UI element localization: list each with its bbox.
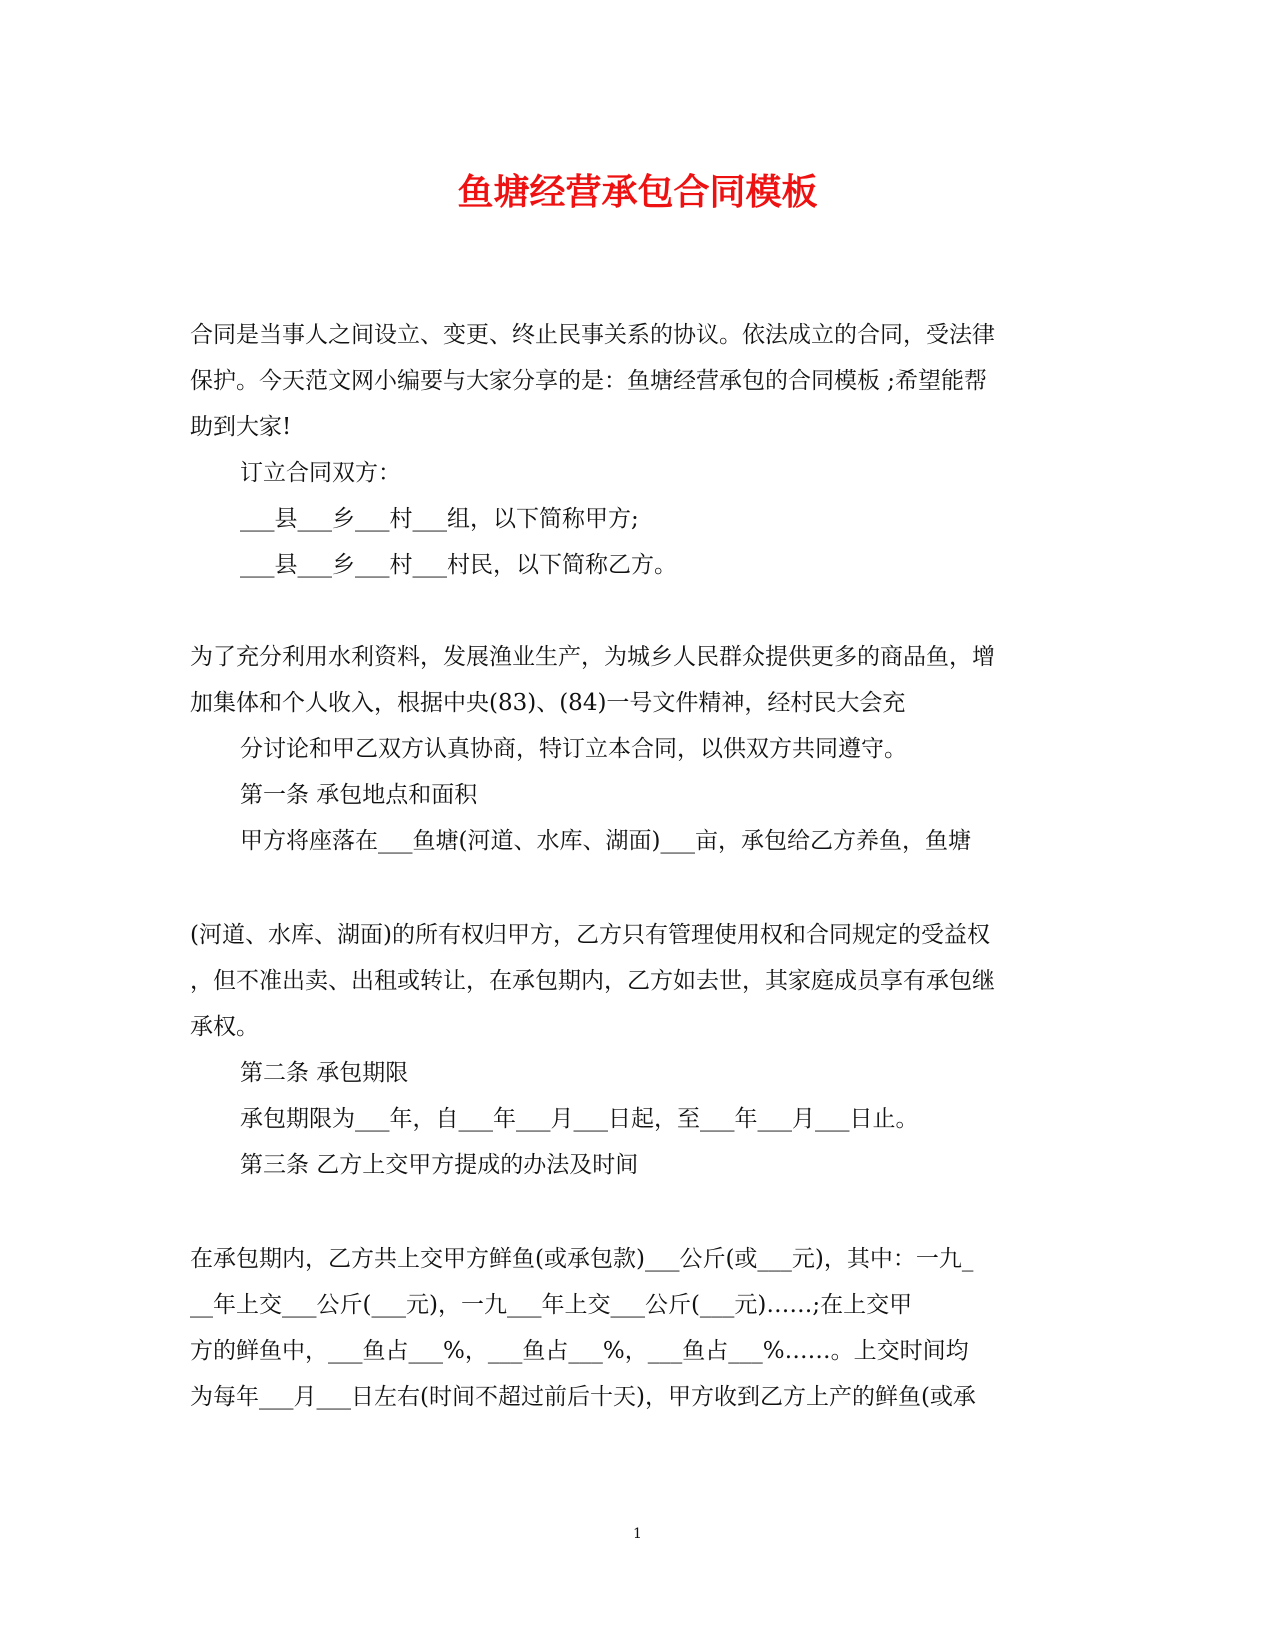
intro-line-2: 保护。今天范文网小编要与大家分享的是：鱼塘经营承包的合同模板 ;希望能帮: [190, 368, 988, 394]
purpose-line-2: 加集体和个人收入，根据中央(83)、(84)一号文件精神，经村民大会充: [190, 690, 906, 716]
parties-heading: 订立合同双方：: [240, 460, 401, 486]
article-1-line-1: 甲方将座落在___鱼塘(河道、水库、湖面)___亩，承包给乙方养鱼，鱼塘: [240, 828, 971, 854]
purpose-line-1: 为了充分利用水利资料，发展渔业生产，为城乡人民群众提供更多的商品鱼，增: [190, 644, 995, 670]
article-3-heading: 第三条 乙方上交甲方提成的办法及时间: [240, 1152, 639, 1178]
purpose-line-3: 分讨论和甲乙双方认真协商，特订立本合同，以供双方共同遵守。: [240, 736, 907, 762]
intro-line-3: 助到大家!: [190, 414, 292, 440]
article-2-line-1: 承包期限为___年，自___年___月___日起，至___年___月___日止。: [240, 1106, 919, 1132]
article-3-line-1: 在承包期内，乙方共上交甲方鲜鱼(或承包款)___公斤(或___元)，其中：一九_: [190, 1246, 974, 1272]
article-1-line-2: (河道、水库、湖面)的所有权归甲方，乙方只有管理使用权和合同规定的受益权: [190, 922, 990, 948]
article-1-line-4: 承权。: [190, 1014, 259, 1040]
intro-line-1: 合同是当事人之间设立、变更、终止民事关系的协议。依法成立的合同，受法律: [190, 322, 995, 348]
article-3-line-4: 为每年___月___日左右(时间不超过前后十天)，甲方收到乙方上产的鲜鱼(或承: [190, 1384, 976, 1410]
article-3-line-2: __年上交___公斤(___元)，一九___年上交___公斤(___元)……;在上交甲: [190, 1292, 913, 1318]
page-number: 1: [633, 1526, 642, 1542]
article-3-line-3: 方的鲜鱼中，___鱼占___%，___鱼占___%，___鱼占___%……。上交时间均: [190, 1338, 969, 1364]
party-a-line: ___县___乡___村___组，以下简称甲方;: [240, 506, 639, 532]
document-title: 鱼塘经营承包合同模板: [457, 171, 818, 213]
party-b-line: ___县___乡___村___村民，以下简称乙方。: [240, 552, 677, 578]
article-1-line-3: ，但不准出卖、出租或转让，在承包期内，乙方如去世，其家庭成员享有承包继: [190, 968, 995, 994]
article-2-heading: 第二条 承包期限: [240, 1060, 409, 1086]
article-1-heading: 第一条 承包地点和面积: [240, 782, 478, 808]
